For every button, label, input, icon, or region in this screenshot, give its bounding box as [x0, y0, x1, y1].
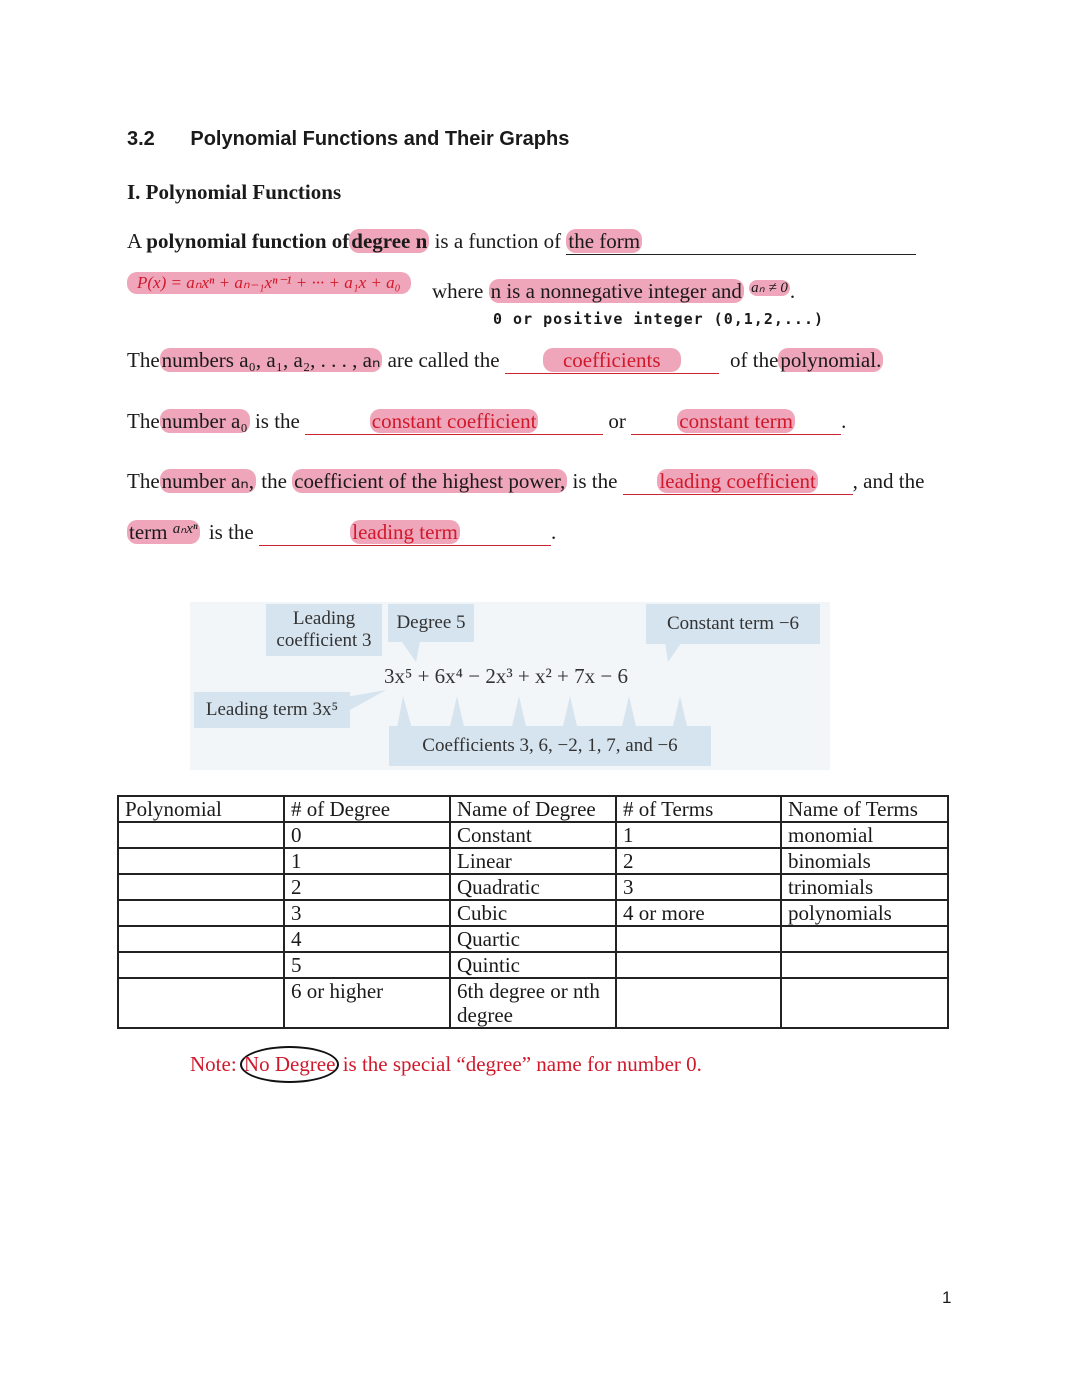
constant-term-callout: Constant term −6: [646, 604, 820, 644]
constant-coefficient-blank: constant coefficient: [305, 409, 603, 435]
polynomial-expression: 3x⁵ + 6x⁴ − 2x³ + x² + 7x − 6: [384, 664, 628, 688]
leading-coefficient-sentence: Thenumber aₙ, the coefficient of the highest power, is the leading coefficient , and the: [127, 469, 925, 493]
coefficients-sentence: Thenumbers a₀, a₁, a₂, . . . , aₙ are called the coefficients of thepolynomial.: [127, 348, 882, 372]
header-degree-number: # of Degree: [284, 796, 450, 822]
polynomial-function-term: polynomial function of: [146, 229, 350, 253]
leading-term-callout: Leading term 3x⁵: [194, 692, 350, 728]
where-line: where n is a nonnegative integer and $^{a_n \ne 0}$.: [432, 279, 796, 303]
leading-coefficient-callout: Leading coefficient 3: [266, 604, 382, 656]
coefficients-blank: coefficients: [505, 348, 719, 374]
an-nonzero-condition: aₙ ≠ 0: [751, 280, 788, 296]
polynomial-formula: P(x) = aₙxⁿ + aₙ₋₁xⁿ⁻¹ + ··· + a₁x + a₀: [127, 272, 411, 294]
degree-callout: Degree 5: [388, 604, 474, 642]
leading-term-sentence: term $^{a_nx^n}$ is the leading term .: [129, 520, 557, 544]
leading-coefficient-blank: leading coefficient: [623, 469, 853, 495]
table-row: 1 Linear 2 binomials: [118, 848, 948, 874]
constant-sentence: Thenumber a₀ is the constant coefficient or constant term .: [127, 409, 847, 433]
degree-n-highlight: degree n: [351, 229, 428, 253]
table-row: 6 or higher 6th degree or nth degree: [118, 978, 948, 1028]
header-terms-name: Name of Terms: [781, 796, 948, 822]
table-row: 5 Quintic: [118, 952, 948, 978]
section-number: 3.2: [127, 128, 155, 150]
no-degree-circled: No Degree: [240, 1046, 340, 1083]
header-degree-name: Name of Degree: [450, 796, 616, 822]
form-blank: the form: [566, 229, 916, 255]
page-number: 1: [942, 1288, 952, 1307]
polynomial-diagram: [190, 602, 830, 770]
definition-line: A polynomial function ofdegree n is a function of the form: [127, 229, 916, 255]
coefficients-callout: Coefficients 3, 6, −2, 1, 7, and −6: [389, 726, 711, 766]
table-row: 4 Quartic: [118, 926, 948, 952]
section-heading: [127, 128, 569, 151]
note-line: Note: No Degree is the special “degree” name for number 0.: [190, 1052, 702, 1077]
table-header-row: [118, 796, 948, 822]
leading-term-blank: leading term: [259, 520, 551, 546]
table-row: 3 Cubic 4 or more polynomials: [118, 900, 948, 926]
degree-terms-table: [117, 795, 949, 1029]
handwritten-note: 0 or positive integer (0,1,2,...): [493, 310, 825, 328]
note-label: Note:: [190, 1052, 237, 1076]
subsection-heading: I. Polynomial Functions: [127, 180, 342, 204]
nonnegative-highlight: n is a nonnegative integer and: [490, 279, 742, 303]
table-row: 0 Constant 1 monomial: [118, 822, 948, 848]
constant-term-blank: constant term: [631, 409, 841, 435]
header-polynomial: Polynomial: [118, 796, 284, 822]
header-terms-number: # of Terms: [616, 796, 781, 822]
table-row: 2 Quadratic 3 trinomials: [118, 874, 948, 900]
section-title: Polynomial Functions and Their Graphs: [190, 128, 570, 150]
